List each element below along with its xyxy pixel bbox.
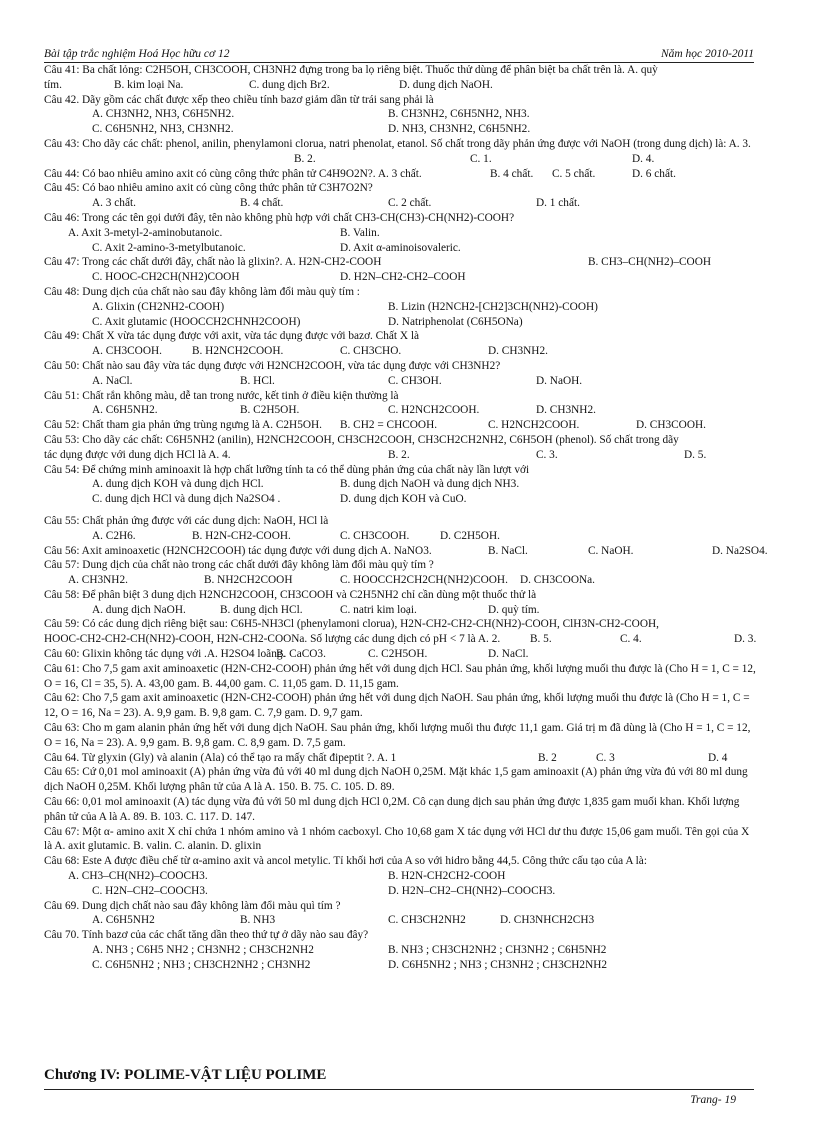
question-stem (44, 255, 756, 270)
question-stem (44, 928, 756, 943)
answer-option: B. Valin. (340, 226, 380, 239)
question-text: Câu 61: Cho 7,5 gam axit aminoaxetic (H2N-CH2-COOH) phản ứng hết với dung dịch HCl. Sau phản ứng, khối lượng muối thu được là (Cho H = 1, C = 12, O = 16, Cl = 35, 5). A. 43,00 gam. B. 44,00 gam. C. 11,05 gam. D. 11,15 gam. (44, 662, 756, 690)
answer-options (44, 603, 756, 618)
answer-option: C. Axit 2-amino-3-metylbutanoic. (92, 241, 246, 254)
answer-option: C. C2H5OH. (368, 648, 428, 661)
answer-option: D. 1 chất. (536, 197, 580, 210)
answer-option: C. H2NCH2COOH. (488, 419, 580, 432)
question-stem (44, 765, 756, 795)
question-item (44, 181, 756, 211)
answer-option: D. H2N–CH2–CH(NH2)–COOCH3. (388, 884, 556, 897)
answer-option: D. NH3, CH3NH2, C6H5NH2. (388, 123, 531, 136)
answer-option: D. 5. (684, 448, 707, 461)
answer-option: D. NaCl. (488, 648, 529, 661)
answer-option: C. dung dịch Br2. (249, 78, 330, 91)
answer-option: C. CH3CH2NH2 (388, 914, 466, 927)
answer-option: C. H2NCH2COOH. (388, 404, 480, 417)
question-item (44, 825, 756, 855)
question-stem (44, 647, 756, 662)
answer-option: D. 3. (734, 633, 757, 646)
question-stem (44, 389, 756, 404)
question-stem (44, 691, 756, 721)
answer-options (44, 884, 756, 899)
answer-option: B. dung dịch HCl. (220, 603, 303, 616)
answer-option: B. 2. (388, 448, 410, 461)
question-item (44, 854, 756, 898)
question-item (44, 899, 756, 929)
answer-option: D. CH3COOH. (636, 419, 706, 432)
question-stem (44, 63, 756, 78)
answer-option: B. NH3 ; CH3CH2NH2 ; CH3NH2 ; C6H5NH2 (388, 944, 607, 957)
answer-option: D. 4 (708, 751, 728, 764)
question-text: Câu 48: Dung dịch của chất nào sau đây không làm đổi màu quỳ tím : (44, 285, 360, 298)
answer-option: B. 2. (294, 152, 316, 165)
answer-option: C. 3. (536, 448, 558, 461)
answer-options (44, 943, 756, 958)
question-text: Câu 63: Cho m gam alanin phản ứng hết với dung dịch NaOH. Sau phản ứng, khối lượng muối thu được 11,1 gam. Giá trị m đã dùng là (Cho H = 1, C = 12, O = 16, Na = 23). A. 9,9 gam. B. 9,8 gam. C. 8,9 gam. D. 7,5 gam. (44, 722, 751, 749)
answer-option: HOOC-CH2-CH2-CH(NH2)-COOH, H2N-CH2-COONa. Số lượng các dung dịch có pH < 7 là A. 2. (44, 633, 501, 646)
answer-option: A. C6H5NH2 (92, 914, 155, 927)
question-item (44, 617, 756, 647)
question-stem (44, 544, 768, 559)
answer-option: B. kim loại Na. (114, 78, 184, 91)
answer-options (44, 78, 756, 93)
question-item (44, 514, 756, 544)
answer-option: tác dụng được với dung dịch HCl là A. 4. (44, 448, 231, 461)
question-stem (44, 433, 756, 448)
answer-options (44, 529, 756, 544)
question-text: Câu 45: Có bao nhiêu amino axit có cùng công thức phân tử C3H7O2N? (44, 182, 373, 195)
question-item (44, 255, 756, 285)
question-stem (44, 751, 756, 766)
answer-option (44, 152, 294, 167)
question-text: Câu 60: Glixin không tác dụng với .A. H2SO4 loãng. (44, 648, 286, 661)
answer-options (44, 869, 756, 884)
answer-options (44, 241, 756, 256)
question-stem (44, 588, 756, 603)
question-item (44, 463, 756, 507)
answer-option: D. CH3NH2. (488, 345, 548, 358)
answer-option: A. dung dịch NaOH. (92, 603, 186, 616)
question-stem (44, 137, 756, 152)
chapter-title: Chương IV: POLIME-VẬT LIỆU POLIME (44, 1067, 327, 1083)
answer-option: tím. (44, 78, 62, 91)
answer-option: C. C6H5NH2, NH3, CH3NH2. (92, 123, 234, 136)
question-stem (44, 825, 756, 855)
answer-option: B. H2N-CH2-COOH. (192, 529, 291, 542)
question-item (44, 418, 756, 433)
answer-option: A. NaCl. (92, 374, 133, 387)
answer-options (44, 152, 756, 167)
answer-options (44, 300, 756, 315)
question-item (44, 93, 756, 137)
question-item (44, 389, 756, 419)
answer-option: D. Axit α-aminoisovaleric. (340, 241, 461, 254)
answer-option: C. HOOC-CH2CH(NH2)COOH (92, 271, 240, 284)
answer-option: C. HOOCCH2CH2CH(NH2)COOH. (340, 574, 508, 587)
answer-option: B. C2H5OH. (240, 404, 300, 417)
question-item (44, 765, 756, 795)
question-text: Câu 65: Cứ 0,01 mol aminoaxit (A) phản ứng vừa đủ với 40 ml dung dịch NaOH 0,25M. Mặt khác 1,5 gam aminoaxit (A) phản ứng vừa đủ với 80 ml dung dịch NaOH 0,25M. Khối lượng phân tử của A là A. 150. B. 75. C. 105. D. 89. (44, 766, 748, 794)
question-stem (44, 211, 756, 226)
question-item (44, 544, 768, 559)
answer-option: D. Natriphenolat (C6H5ONa) (388, 315, 523, 328)
answer-options (44, 315, 756, 330)
answer-option: B. 4 chất. (240, 197, 284, 210)
answer-options (44, 270, 756, 285)
header-right: Năm học 2010-2011 (660, 48, 754, 60)
question-item (44, 721, 756, 751)
answer-option: B. 5. (530, 633, 552, 646)
answer-option: C. Axit glutamic (HOOCCH2CHNH2COOH) (92, 315, 301, 328)
question-stem (44, 181, 756, 196)
answer-option: A. CH3NH2. (68, 574, 128, 587)
footer-rule (44, 1089, 754, 1090)
answer-options (44, 632, 756, 647)
answer-option: A. CH3NH2, NH3, C6H5NH2. (92, 108, 235, 121)
answer-options (44, 958, 756, 973)
answer-option: D. C6H5NH2 ; NH3 ; CH3NH2 ; CH3CH2NH2 (388, 958, 608, 971)
question-item (44, 63, 756, 93)
answer-option: B. CH3–CH(NH2)–COOH (588, 256, 712, 269)
answer-option: C. 5 chất. (552, 167, 596, 180)
question-text: Câu 47: Trong các chất dưới đây, chất nào là glixin?. A. H2N-CH2-COOH (44, 256, 382, 269)
question-stem (44, 854, 756, 869)
answer-option: D. quỳ tím. (488, 603, 540, 616)
question-list (44, 63, 768, 973)
answer-option: C. CH3CHO. (340, 345, 402, 358)
answer-option: C. CH3OH. (388, 374, 442, 387)
question-text: Câu 67: Một α- amino axit X chỉ chứa 1 nhóm amino và 1 nhóm cacboxyl. Cho 10,68 gam X tác dụng với HCl dư thu được 15,06 gam muối. Tên gọi của X là A. axit glutamic. B. valin. C. alanin. D. glixin (44, 825, 750, 853)
answer-option: B. dung dịch NaOH và dung dịch NH3. (340, 478, 520, 491)
question-stem (44, 359, 756, 374)
answer-options (44, 107, 756, 122)
answer-option: C. NaOH. (588, 544, 634, 557)
answer-option: D. NaOH. (536, 374, 583, 387)
answer-option: C. 4. (620, 633, 642, 646)
answer-option: B. H2NCH2COOH. (192, 345, 284, 358)
question-stem (44, 558, 756, 573)
question-text: Câu 49: Chất X vừa tác dụng được với axit, vừa tác dụng được với bazơ. Chất X là (44, 330, 419, 343)
answer-option: B. NH3 (240, 914, 276, 927)
answer-options (44, 492, 756, 507)
question-text: Câu 54: Để chứng minh aminoaxit là hợp chất lưỡng tính ta có thể dùng phản ứng của chất này lần lượt với (44, 463, 530, 476)
answer-option: B. HCl. (240, 374, 275, 387)
answer-options (44, 226, 756, 241)
question-item (44, 662, 756, 692)
answer-option: A. NH3 ; C6H5 NH2 ; CH3NH2 ; CH3CH2NH2 (92, 944, 314, 957)
answer-option: B. Lizin (H2NCH2-[CH2]3CH(NH2)-COOH) (388, 300, 598, 313)
question-text: Câu 43: Cho dãy các chất: phenol, anilin, phenylamoni clorua, natri phenolat, etanol. Số chất trong dãy phản ứng được với NaOH (trong dung dịch) là: A. 3. (44, 137, 751, 150)
answer-option: D. H2N–CH2-CH2–COOH (340, 271, 466, 284)
question-stem (44, 514, 756, 529)
question-stem (44, 795, 756, 825)
answer-option: D. dung dịch NaOH. (399, 78, 493, 91)
answer-options (44, 374, 756, 389)
answer-option: A. CH3COOH. (92, 345, 162, 358)
answer-option: A. Axit 3-metyl-2-aminobutanoic. (68, 226, 223, 239)
answer-option: C. 1. (470, 152, 492, 165)
answer-option: B. 4 chất. (490, 167, 534, 180)
answer-option: B. CH2 = CHCOOH. (340, 419, 438, 432)
answer-option: C. CH3COOH. (340, 529, 410, 542)
question-text: Câu 57: Dung dịch của chất nào trong các chất dưới đây không làm đổi màu quỳ tím ? (44, 559, 434, 572)
question-item (44, 691, 756, 721)
question-text: Câu 68: Este A được điều chế từ α-amino axit và ancol metylic. Tỉ khối hơi của A so với hidro bằng 44,5. Công thức cấu tạo của A là: (44, 855, 647, 868)
question-item (44, 433, 756, 463)
answer-option: C. dung dịch HCl và dung dịch Na2SO4 . (92, 493, 281, 506)
answer-options (44, 448, 756, 463)
question-stem (44, 463, 756, 478)
answer-option: A. C6H5NH2. (92, 404, 158, 417)
question-stem (44, 721, 756, 751)
answer-options (44, 344, 756, 359)
question-item (44, 211, 756, 255)
answer-option: D. dung dịch KOH và CuO. (340, 493, 467, 506)
answer-option: B. 2 (538, 751, 557, 764)
answer-option: B. NaCl. (488, 544, 528, 557)
answer-option: A. 3 chất. (92, 197, 136, 210)
page-header (44, 48, 754, 60)
answer-option: D. CH3NHCH2CH3 (500, 914, 595, 927)
answer-option: D. CH3COONa. (520, 574, 595, 587)
question-text: Câu 50: Chất nào sau đây vừa tác dụng được với H2NCH2COOH, vừa tác dụng được với CH3NH2? (44, 359, 501, 372)
answer-option: C. 2 chất. (388, 197, 432, 210)
answer-option: A. dung dịch KOH và dung dịch HCl. (92, 478, 264, 491)
answer-option: D. Na2SO4. (712, 544, 768, 557)
question-text: Câu 70. Tính bazơ của các chất tăng dần theo thứ tự ở dãy nào sau đây? (44, 929, 369, 942)
question-text: Câu 44: Có bao nhiêu amino axit có cùng công thức phân tử C4H9O2N?. A. 3 chất. (44, 167, 422, 180)
answer-option: C. H2N–CH2–COOCH3. (92, 884, 208, 897)
question-text: Câu 55: Chất phản ứng được với các dung dịch: NaOH, HCl là (44, 514, 329, 527)
answer-option: D. 4. (632, 152, 655, 165)
answer-options (44, 196, 756, 211)
answer-option: A. CH3–CH(NH2)–COOCH3. (68, 870, 208, 883)
question-stem (44, 899, 756, 914)
question-text: Câu 66: 0,01 mol aminoaxit (A) tác dụng vừa đủ với 50 ml dung dịch HCl 0,2M. Cô cạn dung dịch sau phản ứng được 1,835 gam muối khan. Khối lượng phân tử của A là A. 89. B. 103. C. 117. D. 147. (44, 796, 740, 823)
question-text: Câu 51: Chất rắn không màu, dễ tan trong nước, kết tinh ở điều kiện thường là (44, 389, 399, 402)
question-text: Câu 52: Chất tham gia phản ứng trùng ngưng là A. C2H5OH. (44, 419, 323, 432)
question-text: Câu 56: Axit aminoaxetic (H2NCH2COOH) tác dụng được với dung dịch A. NaNO3. (44, 544, 432, 557)
spacer (44, 507, 756, 514)
question-stem (44, 285, 756, 300)
question-text: Câu 58: Để phân biệt 3 dung dịch H2NCH2COOH, CH3COOH và C2H5NH2 chỉ cần dùng một thuốc thử là (44, 588, 537, 601)
question-item (44, 928, 756, 972)
question-item (44, 751, 756, 766)
question-text: Câu 46: Trong các tên gọi dưới đây, tên nào không phù hợp với chất CH3-CH(CH3)-CH(NH2)-COOH? (44, 211, 515, 224)
question-stem (44, 329, 756, 344)
question-text: Câu 42. Dãy gồm các chất được xếp theo chiều tính bazơ giảm dần từ trái sang phải là (44, 93, 434, 106)
answer-option: C. C6H5NH2 ; NH3 ; CH3CH2NH2 ; CH3NH2 (92, 958, 311, 971)
question-item (44, 285, 756, 329)
page-number: Trang- 19 (690, 1094, 736, 1106)
answer-option: C. natri kim loại. (340, 603, 417, 616)
answer-option: A. C2H6. (92, 529, 136, 542)
question-stem (44, 93, 756, 108)
question-stem (44, 418, 756, 433)
question-item (44, 588, 756, 618)
answer-option: C. 3 (596, 751, 615, 764)
header-left: Bài tập trắc nghiệm Hoá Học hữu cơ 12 (44, 48, 230, 60)
question-text: Câu 59: Có các dung dịch riêng biệt sau: C6H5-NH3Cl (phenylamoni clorua), H2N-CH2-CH2-CH(NH2)-COOH, ClH3N-CH2-COOH, (44, 618, 659, 631)
answer-options (44, 403, 756, 418)
answer-option: D. C2H5OH. (440, 529, 500, 542)
answer-option: D. CH3NH2. (536, 404, 596, 417)
answer-options (44, 477, 756, 492)
answer-options (44, 913, 756, 928)
answer-option: B. H2N-CH2CH2-COOH (388, 870, 506, 883)
question-text: Câu 53: Cho dãy các chất: C6H5NH2 (anilin), H2NCH2COOH, CH3CH2COOH, CH3CH2CH2NH2, C6H5OH (phenol). Số chất trong dãy (44, 433, 679, 446)
answer-options (44, 573, 756, 588)
question-item (44, 359, 756, 389)
question-stem (44, 167, 756, 182)
question-item (44, 167, 756, 182)
question-item (44, 137, 756, 167)
answer-options (44, 122, 756, 137)
question-item (44, 795, 756, 825)
answer-option: D. 6 chất. (632, 167, 676, 180)
question-item (44, 558, 756, 588)
question-text: Câu 64. Từ glyxin (Gly) và alanin (Ala) có thể tạo ra mấy chất đipeptit ?. A. 1 (44, 751, 397, 764)
answer-option: B. CH3NH2, C6H5NH2, NH3. (388, 108, 530, 121)
question-item (44, 647, 756, 662)
question-item (44, 329, 756, 359)
question-stem (44, 617, 756, 632)
answer-option: B. CaCO3. (276, 648, 326, 661)
answer-option: B. NH2CH2COOH (204, 574, 293, 587)
question-text: Câu 41: Ba chất lỏng: C2H5OH, CH3COOH, CH3NH2 đựng trong ba lọ riêng biệt. Thuốc thử dùng để phân biệt ba chất trên là. A. quỳ (44, 64, 658, 76)
question-text: Câu 62: Cho 7,5 gam axit aminoaxetic (H2N-CH2-COOH) phản ứng hết với dung dịch NaOH. Sau phản ứng, khối lượng muối thu được là (Cho H = 1, C = 12, O = 16, Na = 23). A. 9,9 gam. B. 9,8 gam. C. 7,9 gam. D. 9,7 gam. (44, 692, 750, 720)
answer-option: A. Glixin (CH2NH2-COOH) (92, 300, 225, 313)
question-text: Câu 69. Dung dịch chất nào sau đây không làm đổi màu quì tím ? (44, 899, 341, 912)
question-stem (44, 662, 756, 692)
